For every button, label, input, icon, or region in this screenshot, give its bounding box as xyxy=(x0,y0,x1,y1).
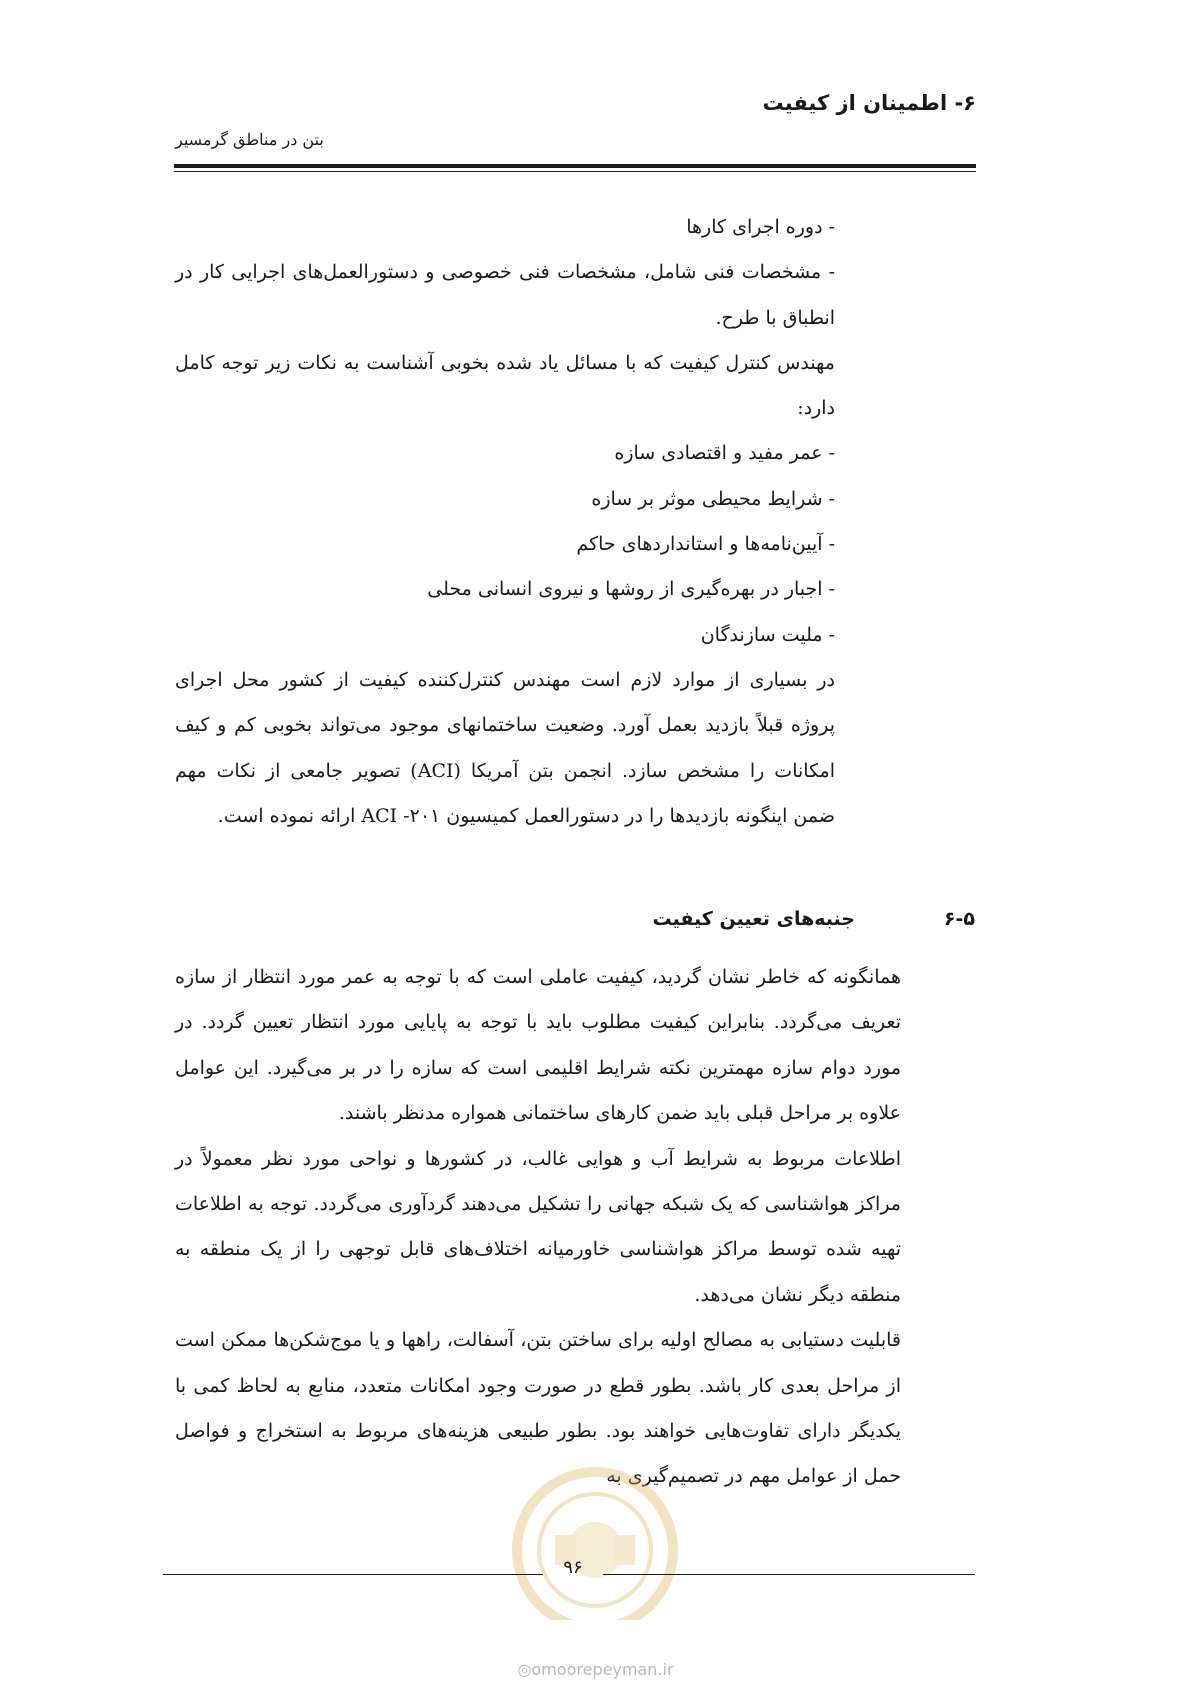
list-item: - مشخصات فنی شامل، مشخصات فنی خصوصی و دستورالعمل‌های اجرایی کار در انطباق با طرح. xyxy=(175,261,835,329)
watermark xyxy=(0,1660,1191,1679)
paragraph: همانگونه که خاطر نشان گردید، کیفیت عاملی است که با توجه به عمر مورد انتظار از سازه تعریف می‌گردد. بنابراین کیفیت مطلوب باید با توجه به پایایی مورد انتظار تعیین گردد. در مورد دوام سازه مهمترین نکته شرایط اقلیمی است که سازه را در بر می‌گیرد. این عوامل علاوه بر مراحل قبلی باید ضمن کارهای ساختمانی همواره مدنظر باشند. xyxy=(175,966,901,1125)
header-rule-thin xyxy=(174,171,976,172)
section-content xyxy=(175,955,901,1500)
main-content xyxy=(175,205,835,839)
section-number: ۶-۵ xyxy=(943,908,975,930)
header-rule-thick xyxy=(174,164,976,168)
list-item: - آیین‌نامه‌ها و استانداردهای حاکم xyxy=(576,533,835,556)
intro-list xyxy=(175,205,835,250)
paragraph: قابلیت دستیابی به مصالح اولیه برای ساختن بتن، آسفالت، راهها و یا موج‌شکن‌ها ممکن است از مراحل بعدی کار باشد. بطور قطع در صورت وجود امکانات متعدد، منابع به لحاظ کمی با یکدیگر دارای تفاوت‌هایی خواهند بود. بطور طبیعی هزینه‌های مربوط به استخراج و فواصل حمل از عوامل مهم در تصمیم‌گیری به xyxy=(175,1329,901,1488)
section-heading xyxy=(175,908,975,938)
section-title: جنبه‌های تعیین کیفیت xyxy=(652,908,855,930)
page-number: ۹۶ xyxy=(563,1557,583,1578)
footer-rule-left xyxy=(163,1574,543,1575)
considerations-list xyxy=(175,431,835,657)
paragraph: اطلاعات مربوط به شرایط آب و هوایی غالب، در کشورها و نواحی مورد نظر معمولاً در مراکز هواشناسی که یک شبکه جهانی را تشکیل می‌دهند گردآوری می‌گردد. توجه به اطلاعات تهیه شده توسط مراکز هواشناسی خاورمیانه اختلاف‌های قابل توجهی را از یک منطقه به منطقه دیگر نشان می‌دهد. xyxy=(175,1147,901,1306)
list-item: - ملیت سازندگان xyxy=(700,623,835,646)
paragraph: مهندس کنترل کیفیت که با مسائل یاد شده بخوبی آشناست به نکات زیر توجه کامل دارد: xyxy=(175,351,835,420)
watermark-text: omoorepeyman.ir xyxy=(531,1660,674,1679)
list-item: - اجبار در بهره‌گیری از روشها و نیروی انسانی محلی xyxy=(427,578,835,601)
book-title: بتن در مناطق گرمسیر xyxy=(175,130,324,149)
paragraph: در بسیاری از موارد لازم است مهندس کنترل‌کننده کیفیت از کشور محل اجرای پروژه قبلاً بازدید بعمل آورد. وضعیت ساختمانهای موجود می‌تواند بخوبی کم و کیف امکانات را مشخص سازد. انجمن بتن آمریکا (ACI) تصویر جامعی از نکات مهم ضمن اینگونه بازدیدها را در دستورالعمل کمیسیون ۲۰۱- ACI ارائه نموده است. xyxy=(175,668,836,827)
chapter-title: ۶- اطمینان از کیفیت xyxy=(762,91,976,115)
list-item: - عمر مفید و اقتصادی سازه xyxy=(614,442,835,465)
list-item: - دوره اجرای کارها xyxy=(686,216,835,238)
seal-stamp-icon xyxy=(475,1440,715,1620)
footer-rule-right xyxy=(603,1574,975,1575)
watermark-icon: ◎ xyxy=(517,1660,532,1679)
list-item: - شرایط محیطی موثر بر سازه xyxy=(591,487,835,510)
